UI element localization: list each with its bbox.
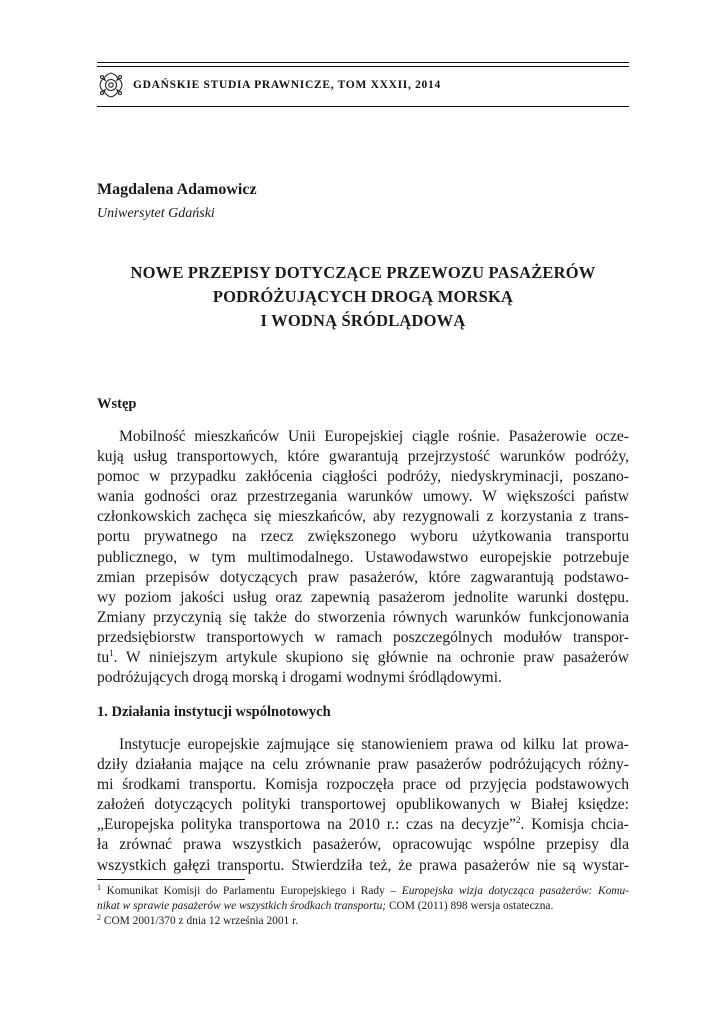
text-line-with-footnote: $tu^1$. W niniejszym artykule skupiono się głównie na ochronie praw pasażerów [97, 648, 629, 667]
footnote-1: $^1$ Komunikat Komisji do Parlamentu Europejskiego i Rady – Europejska wizja dotycząca pasażerów: Komu- [97, 883, 629, 897]
text-line: kują usług transportowych, które gwarantują przejrzystość warunków podróży, [97, 448, 629, 466]
section-heading-1: 1. Działania instytucji wspólnotowych [97, 704, 331, 720]
text-line: dziły działania mające na celu zrównanie praw pasażerów podróżujących różny- [97, 756, 629, 774]
footnotes [97, 884, 629, 929]
footnote-ref-2[interactable]: 2 [515, 815, 521, 826]
text-line: zmian przepisów dotyczących praw pasażerów, które zagwarantują podstawo- [97, 568, 629, 586]
text-line: wszystkich gałęzi transportu. Stwierdziła też, że prawa pasażerów nie są wystar- [97, 856, 629, 874]
text-line: mi środkami transportu. Komisja rozpoczęła prace od przyjęcia podstawowych [97, 776, 629, 794]
text-line: Zmiany przyczynią się także do stworzenia równych warunków funkcjonowania [97, 608, 629, 626]
text-line: założeń dotyczących polityki transportowej opublikowanych w Białej księdze: [97, 796, 629, 814]
journal-emblem-icon [97, 70, 125, 100]
author-affiliation: Uniwersytet Gdański [97, 206, 215, 221]
article-title-line: I WODNĄ ŚRÓDLĄDOWĄ [260, 311, 466, 330]
journal-title: GDAŃSKIE STUDIA PRAWNICZE, TOM XXXII, 2014 [133, 79, 441, 91]
header-rule-bottom [97, 106, 629, 107]
article-title [97, 261, 629, 333]
text-line-with-footnote: „Europejska polityka transportowa na 2010 r.: czas na decyzje”$^2$. Komisja chcia- [97, 815, 630, 834]
author-name: Magdalena Adamowicz [97, 181, 257, 198]
text-line: przedsiębiorstw transportowych w ramach poszczególnych modułów transpor- [97, 628, 629, 646]
footnote-separator [97, 879, 245, 880]
text-line: pomoc w przypadku zakłócenia ciągłości podróży, niedyskryminacji, poszano- [97, 468, 629, 486]
section1-paragraph [97, 735, 629, 876]
text-line: Mobilność mieszkańców Unii Europejskiej ciągle rośnie. Pasażerowie ocze- [119, 428, 629, 445]
text-line: członkowskich zachęca się mieszkańców, aby rezygnowali z korzystania z trans- [97, 508, 629, 526]
footnote-1-cont: nikat w sprawie pasażerów we wszystkich środkach transportu; COM (2011) 898 wersja ostateczna. [97, 900, 554, 912]
text-line: wy poziom jakości usług oraz zapewnią pasażerom jednolite warunki dostępu. [97, 588, 629, 606]
section-heading-intro: Wstęp [97, 396, 137, 412]
text-line: wania godności oraz przestrzegania warunków umowy. W większości państw [97, 488, 629, 506]
header-rule-top [97, 62, 629, 63]
text-line: publicznego, w tym multimodalnego. Ustawodawstwo europejskie potrzebuje [97, 548, 629, 566]
intro-paragraph [97, 427, 629, 688]
footnote-2: $^2$ COM 2001/370 z dnia 12 września 2001 r. [97, 913, 299, 927]
footnote-ref-1[interactable]: 1 [109, 648, 114, 659]
text-line: podróżujących drogą morską i drogami wodnymi śródlądowymi. [97, 669, 502, 687]
header-rule-top-thin [97, 66, 629, 67]
article-title-line: PODRÓŻUJĄCYCH DROGĄ MORSKĄ [212, 287, 514, 306]
text-line: portu prywatnego na rzecz zwiększonego wyboru użytkowania transportu [97, 528, 629, 546]
text-line: ła zrównać prawa wszystkich pasażerów, opracowując wspólne przepisy dla [97, 836, 629, 854]
running-header [97, 68, 629, 102]
article-title-line: NOWE PRZEPISY DOTYCZĄCE PRZEWOZU PASAŻERÓW [130, 263, 596, 282]
text-line: Instytucje europejskie zajmujące się stanowieniem prawa od kilku lat prowa- [119, 736, 629, 753]
